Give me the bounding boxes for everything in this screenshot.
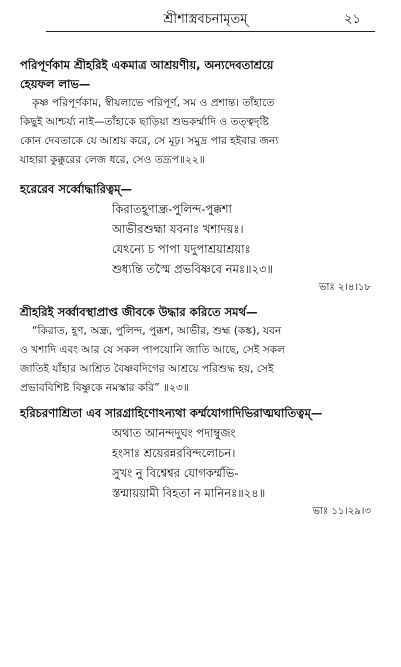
paragraph-line: ও খশাদি এবং আর যে সকল পাপযোনি জাতি আছে, সেই সকল <box>20 344 286 356</box>
paragraph-line: প্রভাববিশিষ্ট বিষ্ণুকে নমস্কার করি” ॥২৩॥ <box>20 382 189 394</box>
paragraph-line: যাহারা কুক্কুরের লেজ ধরে, সেও তদ্রূপ॥২২॥ <box>20 154 205 166</box>
header-rule <box>46 31 375 32</box>
paragraph-line: জাতিই যাঁহার আশ্রিত বৈষ্ণবদিগের আশ্রয়ে পরিশুদ্ধ হয়, সেই <box>20 363 274 375</box>
verse-reference: ভাঃ ১১।২৯।৩ <box>312 506 371 517</box>
verse-line: আভীরশুহ্মা যবনাঃ খশাদয়ঃ। <box>112 222 244 236</box>
section-heading: হরিচরণাশ্রিতা এব সারগ্রাহিণোঽন্যথা কর্ম্মযোগাদিভিরাত্মঘাতিত্বম্— <box>20 406 323 420</box>
verse-line: স্তন্মায়য়ামী বিহতা ন মানিনঃ॥২৪॥ <box>112 486 266 500</box>
running-title: শ্রীশাস্ত্রবচনামৃতম্ <box>163 12 248 27</box>
section-translation <box>20 303 391 398</box>
section-heading: পরিপূর্ণকাম শ্রীহরিই একমাত্র আশ্রয়ণীয়, অন্যদেবতাশ্রয়ে <box>20 58 274 72</box>
paragraph-line: “কিরাত, হূণ, অন্ধ্র, পুলিন্দ, পুক্কশ, আভীর, শুহ্ম (কঙ্ক), যবন <box>32 325 282 337</box>
section-essence-seekers <box>20 404 391 520</box>
verse-reference: ভাঃ ২।৪।১৮ <box>319 282 371 293</box>
section-heading: হরেরেব সর্ব্বোদ্ধারিত্বম্— <box>20 182 133 196</box>
verse-line: যেঽন্যে চ পাপা যদুপাশ্রয়াশ্রয়াঃ <box>112 242 251 256</box>
verse-line: শুধ্যন্তি তস্মৈ প্রভবিষ্ণবে নমঃ॥২৩॥ <box>112 262 273 276</box>
paragraph-line: কোন দেবতাকে যে আশ্রয় করে, সে মূঢ়। সমুদ্র পার হইবার জন্য <box>20 135 279 147</box>
section-heading: শ্রীহরিই সর্ব্বাবস্থাপ্রাপ্ত জীবকে উদ্ধার করিতে সমর্থ— <box>20 305 258 319</box>
verse-line: সুখং নু বিশ্বেশ্বর যোগকর্ম্মভি- <box>112 466 239 480</box>
page-number: ২১ <box>344 12 361 27</box>
section-heading-continued: হেয়ফল লাভ— <box>20 77 91 91</box>
verse-line: কিরাতহূণান্ধ্র-পুলিন্দ-পুক্কশা <box>112 202 232 216</box>
verse-line: হংসাঃ শ্রয়েরন্নরবিন্দলোচন। <box>112 446 236 460</box>
section-hari-uplifts-all <box>20 180 391 296</box>
verse-line: অথাত আনন্দদুঘং পদাম্বুজং <box>112 426 236 440</box>
page-header <box>20 0 391 34</box>
paragraph-line: কিছুই আশ্চর্য্য নাই—তাঁহাকে ছাড়িয়া শুভকর্ম্মাদি ও তত্ত্বদৃষ্টি <box>20 116 269 128</box>
paragraph-line: কৃষ্ণ পরিপূর্ণকাম, স্বীয়লাভে পরিপূর্ণ, সম ও প্রশান্ত। তাঁহাতে <box>32 97 275 109</box>
section-sole-refuge <box>20 56 391 170</box>
